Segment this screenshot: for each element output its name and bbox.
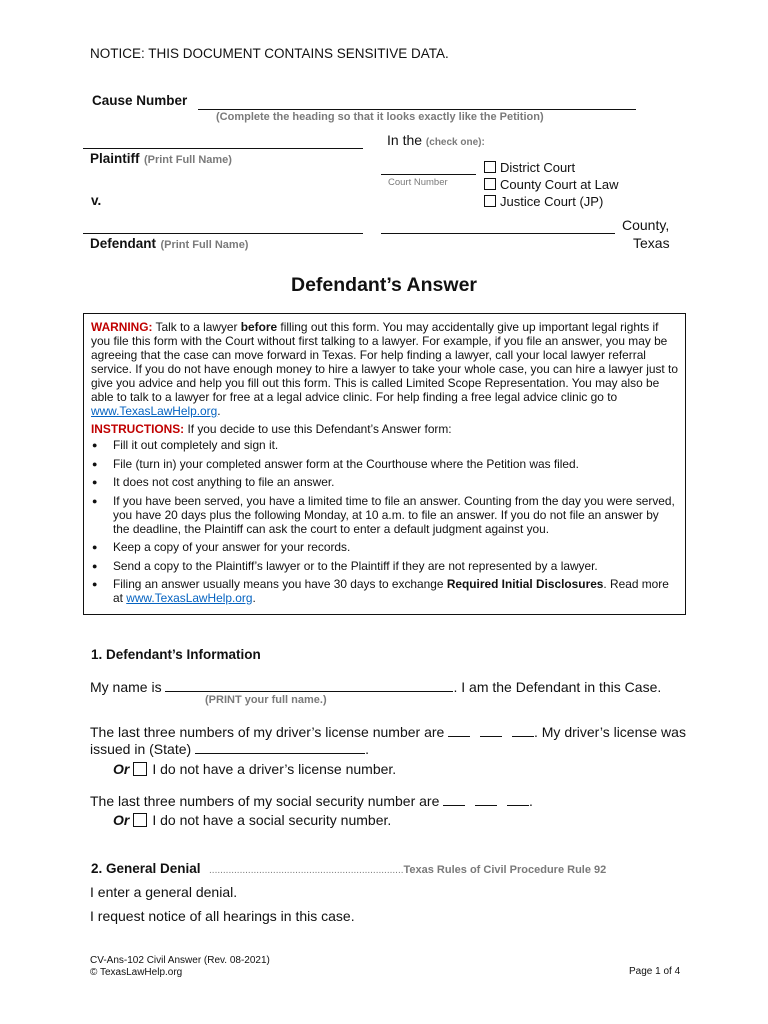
court-option-county-at-law[interactable]: County Court at Law xyxy=(484,177,619,192)
ssn-digit-1-field[interactable] xyxy=(443,793,465,806)
section-defendant-information-heading: 1. Defendant’s Information xyxy=(91,647,261,662)
warning-paragraph: WARNING: Talk to a lawyer before filling out this form. You may accidentally give up important legal rights if you file this form with the Court without first talking to a lawyer. For example, if you file an answer, you may be agreeing that the case can move forward in Texas. For help finding a lawyer, call your local lawyer referral service. If you do not have enough money to hire a lawyer to take your whole case, you can hire a lawyer just to give you advice and help you fill out this form. This is called Limited Scope Representation. You may also be able to talk to a lawyer for free at a legal advice clinic. For help finding a free legal advice clinic go to www.TexasLawHelp.org. xyxy=(91,320,678,418)
warning-instructions-box xyxy=(83,313,686,615)
list-item: ● Fill it out completely and sign it. xyxy=(91,438,678,452)
list-item: ● Keep a copy of your answer for your records. xyxy=(91,540,678,554)
defendant-label: Defendant (Print Full Name) xyxy=(90,236,249,251)
drivers-license-state-sentence: issued in (State) . xyxy=(90,741,369,757)
section-general-denial-heading: 2. General Denial ......................................................................Texas Rules of Civil Procedure Rule 92 xyxy=(91,861,607,876)
copyright: © TexasLawHelp.org xyxy=(90,967,183,978)
district-court-checkbox[interactable] xyxy=(484,161,496,173)
instructions-list xyxy=(91,438,678,605)
list-item: ● File (turn in) your completed answer form at the Courthouse where the Petition was filed. xyxy=(91,457,678,471)
ssn-digit-2-field[interactable] xyxy=(475,793,497,806)
dl-state-field[interactable] xyxy=(195,741,365,754)
list-item: ● Send a copy to the Plaintiff’s lawyer or to the Plaintiff if they are not represented by a lawyer. xyxy=(91,559,678,573)
rule-reference: Texas Rules of Civil Procedure Rule 92 xyxy=(403,864,607,876)
in-the-label: In the (check one): xyxy=(387,132,485,148)
name-sentence: My name is . I am the Defendant in this Case. xyxy=(90,679,662,695)
list-item: ● If you have been served, you have a limited time to file an answer. Counting from the day you were served, you have 20 days plus the following Monday, at 10 a.m. to file an answer. If you do not file an answer by the deadline, the Plaintiff can ask the court to enter a default judgment against you. xyxy=(91,494,678,536)
court-number-field[interactable] xyxy=(381,174,476,175)
texaslawhelp-link[interactable]: www.TexasLawHelp.org xyxy=(126,591,253,605)
county-name-field[interactable] xyxy=(381,233,615,234)
dl-digit-2-field[interactable] xyxy=(480,724,502,737)
form-id: CV-Ans-102 Civil Answer (Rev. 08-2021) xyxy=(90,955,270,966)
notice-request-statement: I request notice of all hearings in this case. xyxy=(90,908,355,924)
court-option-district[interactable]: District Court xyxy=(484,160,575,175)
state-label: Texas xyxy=(633,235,670,251)
court-option-justice[interactable]: Justice Court (JP) xyxy=(484,194,603,209)
list-item: ● It does not cost anything to file an answer. xyxy=(91,475,678,489)
page-number: Page 1 of 4 xyxy=(629,966,681,977)
no-ssn-option[interactable]: Or I do not have a social security number. xyxy=(113,812,392,828)
no-drivers-license-checkbox[interactable] xyxy=(133,762,147,776)
county-label: County, xyxy=(622,217,670,233)
justice-court-checkbox[interactable] xyxy=(484,195,496,207)
list-item: ● Filing an answer usually means you have 30 days to exchange Required Initial Disclosures. Read more at www.TexasLawHelp.org. xyxy=(91,577,678,605)
page-title: Defendant’s Answer xyxy=(290,274,477,296)
court-number-label: Court Number xyxy=(388,177,448,188)
plaintiff-label: Plaintiff (Print Full Name) xyxy=(90,151,232,166)
sensitive-data-notice: NOTICE: THIS DOCUMENT CONTAINS SENSITIVE DATA. xyxy=(90,46,449,61)
plaintiff-name-field[interactable] xyxy=(83,148,363,149)
versus-label: v. xyxy=(91,193,102,208)
no-drivers-license-option[interactable]: Or I do not have a driver’s license number. xyxy=(113,761,397,777)
complete-heading-hint: (Complete the heading so that it looks exactly like the Petition) xyxy=(216,111,544,123)
check-one-hint: (check one): xyxy=(425,137,485,148)
dl-digit-1-field[interactable] xyxy=(448,724,470,737)
drivers-license-sentence: The last three numbers of my driver’s license number are . My driver’s license was xyxy=(90,724,686,740)
full-name-field[interactable] xyxy=(165,679,453,692)
general-denial-statement: I enter a general denial. xyxy=(90,884,238,900)
dot-leader: ...................................................................... xyxy=(209,865,404,876)
county-court-checkbox[interactable] xyxy=(484,178,496,190)
dl-digit-3-field[interactable] xyxy=(512,724,534,737)
print-name-hint: (PRINT your full name.) xyxy=(205,694,327,706)
cause-number-label: Cause Number xyxy=(92,93,188,108)
defendant-name-field[interactable] xyxy=(83,233,363,234)
ssn-sentence: The last three numbers of my social security number are . xyxy=(90,793,533,809)
instructions-intro: INSTRUCTIONS: If you decide to use this Defendant’s Answer form: xyxy=(91,422,452,436)
texaslawhelp-link[interactable]: www.TexasLawHelp.org xyxy=(91,404,218,418)
cause-number-field[interactable] xyxy=(198,109,636,110)
ssn-digit-3-field[interactable] xyxy=(507,793,529,806)
no-ssn-checkbox[interactable] xyxy=(133,813,147,827)
